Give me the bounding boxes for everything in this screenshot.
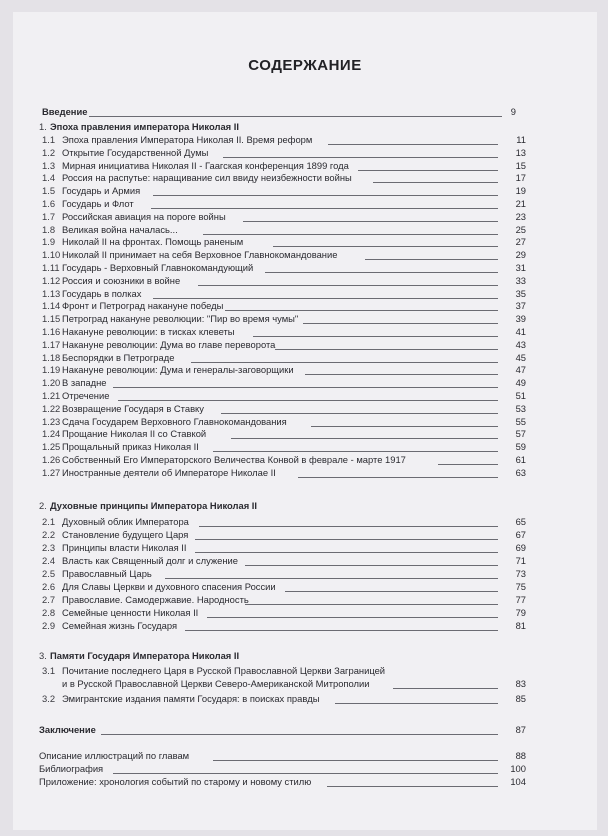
- leader-line: [335, 703, 498, 704]
- toc-title: Петроград накануне революции: "Пир во время чумы": [62, 313, 299, 325]
- toc-number: 2.5: [42, 568, 56, 579]
- toc-page: 37: [515, 300, 526, 312]
- toc-title: Семейные ценности Николая II: [62, 607, 199, 618]
- toc-title: Власть как Священный долг и служение: [62, 555, 238, 566]
- leader-line: [298, 477, 498, 478]
- toc-page: 17: [515, 172, 526, 184]
- toc-page: 19: [515, 185, 526, 197]
- toc-page: 33: [515, 274, 526, 286]
- toc-number: 1.7: [42, 210, 56, 222]
- toc-number: 1.16: [42, 326, 61, 337]
- toc-title: Беспорядки в Петрограде: [62, 351, 175, 363]
- toc-title: Накануне революции: Дума и генералы-заговорщики: [62, 364, 294, 376]
- toc-number: 1.19: [42, 364, 61, 376]
- toc-number: 1.2: [42, 146, 56, 158]
- toc-page: 73: [515, 568, 526, 579]
- toc-title: Становление будущего Царя: [62, 529, 189, 540]
- toc-title: Россия на распутье: наращивание сил ввиду неизбежности войны: [62, 172, 352, 184]
- toc-number: 1.21: [42, 390, 61, 401]
- toc-page: 79: [515, 607, 526, 618]
- leader-line: [245, 565, 498, 566]
- leader-line: [213, 760, 498, 761]
- leader-line: [195, 539, 498, 540]
- toc-page: 87: [515, 724, 526, 735]
- toc-title: Семейная жизнь Государя: [62, 620, 178, 631]
- toc-number: 1.14: [42, 300, 61, 312]
- toc-number: 3.1: [42, 665, 56, 676]
- toc-number: 1.10: [42, 249, 61, 261]
- toc-title: Почитание последнего Царя в Русской Православной Церкви Заграницей: [62, 665, 386, 676]
- toc-number: 1.11: [42, 262, 60, 273]
- toc-page: 77: [515, 594, 526, 605]
- section-heading-3[interactable]: [13, 649, 597, 663]
- toc-page: 59: [515, 441, 526, 453]
- toc-title: Великая война началась...: [62, 223, 178, 235]
- toc-entry[interactable]: [13, 580, 597, 594]
- toc-title: Фронт и Петроград накануне победы: [62, 300, 224, 312]
- toc-number: 2.3: [42, 542, 56, 553]
- toc-number: 1.13: [42, 287, 61, 299]
- toc-page: 88: [515, 750, 526, 761]
- toc-number: 2.7: [42, 594, 56, 605]
- toc-page: 27: [515, 236, 526, 248]
- toc-page: 104: [510, 776, 526, 787]
- toc-number: 1.15: [42, 313, 61, 325]
- toc-title: Возвращение Государя в Ставку: [62, 402, 204, 414]
- toc-page: 83: [515, 678, 526, 689]
- toc-title: Государь в полках: [62, 287, 142, 299]
- toc-entry[interactable]: [13, 554, 597, 568]
- toc-title: Государь и Флот: [62, 198, 134, 209]
- toc-title: Прощальный приказ Николая II: [62, 441, 199, 453]
- toc-title: Накануне революции: в тисках клеветы: [62, 326, 235, 337]
- toc-page: 51: [515, 390, 526, 401]
- toc-entry-bibliography[interactable]: [13, 762, 597, 776]
- toc-number: 2.9: [42, 620, 56, 631]
- toc-title: Открытие Государственной Думы: [62, 146, 209, 158]
- toc-title: Накануне революции: Дума во главе переворота: [62, 338, 276, 350]
- section-number: 1.: [39, 121, 47, 132]
- toc-title: Мирная инициатива Николая II - Гаагская конференция 1899 года: [62, 159, 349, 171]
- toc-entry[interactable]: [13, 515, 597, 529]
- toc-number: 1.23: [42, 415, 61, 427]
- toc-title: Сдача Государем Верховного Главнокомандования: [62, 415, 287, 427]
- toc-page: 69: [515, 542, 526, 553]
- leader-line: [165, 578, 498, 579]
- toc-title: Введение: [42, 106, 88, 117]
- toc-page: 13: [515, 146, 526, 158]
- toc-number: 1.12: [42, 274, 61, 286]
- toc-title: Описание иллюстраций по главам: [39, 750, 190, 761]
- toc-page: 9: [510, 106, 516, 117]
- toc-page: 65: [515, 516, 526, 527]
- toc-page: 71: [515, 555, 526, 566]
- toc-title: Православный Царь: [62, 568, 152, 579]
- toc-entry-intro[interactable]: [13, 105, 597, 119]
- toc-number: 1.1: [42, 134, 56, 145]
- toc-title: Заключение: [39, 724, 96, 735]
- toc-title: Государь и Армия: [62, 185, 141, 197]
- toc-entry-conclusion[interactable]: [13, 723, 597, 737]
- toc-entry[interactable]: [13, 606, 597, 620]
- toc-page: 43: [515, 338, 526, 350]
- toc-entry[interactable]: [13, 466, 597, 480]
- toc-entry[interactable]: [13, 541, 597, 555]
- toc-page: 55: [515, 415, 526, 427]
- toc-number: 3.2: [42, 693, 56, 704]
- toc-title: Православие. Самодержавие. Народность: [62, 594, 249, 605]
- leader-line: [195, 552, 498, 553]
- toc-number: 1.24: [42, 428, 61, 440]
- toc-page: 23: [515, 210, 526, 222]
- toc-page: 100: [510, 763, 526, 774]
- toc-number: 1.9: [42, 236, 56, 248]
- toc-title: Государь - Верховный Главнокомандующий: [62, 262, 254, 273]
- toc-entry[interactable]: [13, 692, 597, 706]
- toc-title: Приложение: хронология событий по старому и новому стилю: [39, 776, 312, 787]
- toc-title: Принципы власти Николая II: [62, 542, 187, 553]
- leader-line: [185, 630, 498, 631]
- toc-entry-illustrations[interactable]: [13, 749, 597, 763]
- leader-line: [327, 786, 498, 787]
- toc-title: Николай II на фронтах. Помощь раненым: [62, 236, 244, 248]
- toc-number: 1.22: [42, 402, 61, 414]
- toc-title-continued: и в Русской Православной Церкви Северо-Американской Митрополии: [62, 678, 370, 689]
- toc-number: 1.17: [42, 338, 61, 350]
- toc-title: Собственный Его Императорского Величества Конвой в феврале - марте 1917: [62, 454, 406, 465]
- toc-number: 2.2: [42, 529, 56, 540]
- toc-page: 67: [515, 529, 526, 540]
- toc-page: 61: [515, 454, 526, 465]
- leader-line: [113, 773, 498, 774]
- toc-page: 81: [515, 620, 526, 631]
- contents-page: [13, 12, 597, 830]
- toc-number: 2.4: [42, 555, 56, 566]
- toc-title: Иностранные деятели об Императоре Николае II: [62, 466, 276, 478]
- toc-title: Библиография: [39, 763, 104, 774]
- toc-number: 1.27: [42, 466, 61, 478]
- toc-page: 31: [515, 262, 526, 273]
- toc-title: Духовный облик Императора: [62, 516, 189, 527]
- toc-page: 11: [516, 134, 526, 145]
- toc-number: 2.1: [42, 516, 56, 527]
- section-number: 2.: [39, 500, 47, 511]
- leader-line: [285, 591, 498, 592]
- toc-entry[interactable]: [13, 528, 597, 542]
- toc-number: 1.26: [42, 454, 61, 465]
- toc-title: Эмигрантские издания памяти Государя: в поисках правды: [62, 693, 320, 704]
- toc-page: 57: [515, 428, 526, 440]
- section-heading-2[interactable]: [13, 499, 597, 513]
- toc-number: 1.6: [42, 198, 56, 209]
- toc-page: 45: [515, 351, 526, 363]
- toc-title: Для Славы Церкви и духовного спасения России: [62, 581, 276, 592]
- toc-title: Эпоха правления Императора Николая II. Время реформ: [62, 134, 313, 145]
- toc-page: 29: [515, 249, 526, 261]
- section-title: Эпоха правления императора Николая II: [50, 121, 239, 132]
- toc-number: 2.6: [42, 581, 56, 592]
- leader-line: [207, 617, 498, 618]
- toc-page: 49: [515, 377, 526, 389]
- leader-line: [245, 604, 498, 605]
- toc-entry-appendix[interactable]: [13, 775, 597, 789]
- section-heading-1[interactable]: [13, 120, 597, 134]
- section-number: 3.: [39, 650, 47, 661]
- section-title: Духовные принципы Императора Николая II: [50, 500, 257, 511]
- leader-line: [199, 526, 498, 527]
- toc-page: 47: [515, 364, 526, 376]
- toc-number: 1.18: [42, 351, 61, 363]
- toc-title: Отречение: [62, 390, 110, 401]
- toc-title: В западне: [62, 377, 107, 389]
- page-title: СОДЕРЖАНИЕ: [248, 57, 362, 74]
- toc-number: 1.20: [42, 377, 61, 389]
- toc-number: 1.3: [42, 159, 56, 171]
- toc-page: 35: [515, 287, 526, 299]
- toc-page: 75: [515, 581, 526, 592]
- toc-page: 21: [515, 198, 526, 209]
- toc-entry[interactable]: [13, 664, 597, 692]
- leader-line: [393, 688, 498, 689]
- toc-title: Российская авиация на пороге войны: [62, 210, 226, 222]
- toc-title: Николай II принимает на себя Верховное Главнокомандование: [62, 249, 338, 261]
- toc-number: 1.25: [42, 441, 61, 453]
- toc-page: 25: [515, 223, 526, 235]
- toc-page: 85: [515, 693, 526, 704]
- toc-page: 41: [515, 326, 526, 337]
- toc-page: 63: [515, 466, 526, 478]
- leader-line: [89, 116, 502, 117]
- leader-line: [101, 734, 498, 735]
- toc-number: 1.4: [42, 172, 56, 184]
- toc-page: 53: [515, 402, 526, 414]
- toc-entry[interactable]: [13, 567, 597, 581]
- toc-entry[interactable]: [13, 593, 597, 607]
- toc-number: 1.5: [42, 185, 56, 197]
- toc-number: 2.8: [42, 607, 56, 618]
- toc-entry[interactable]: [13, 619, 597, 633]
- section-title: Памяти Государя Императора Николая II: [50, 650, 240, 661]
- toc-number: 1.8: [42, 223, 56, 235]
- toc-title: Прощание Николая II со Ставкой: [62, 428, 207, 440]
- toc-title: Россия и союзники в войне: [62, 274, 181, 286]
- toc-page: 15: [515, 159, 526, 171]
- toc-page: 39: [515, 313, 526, 325]
